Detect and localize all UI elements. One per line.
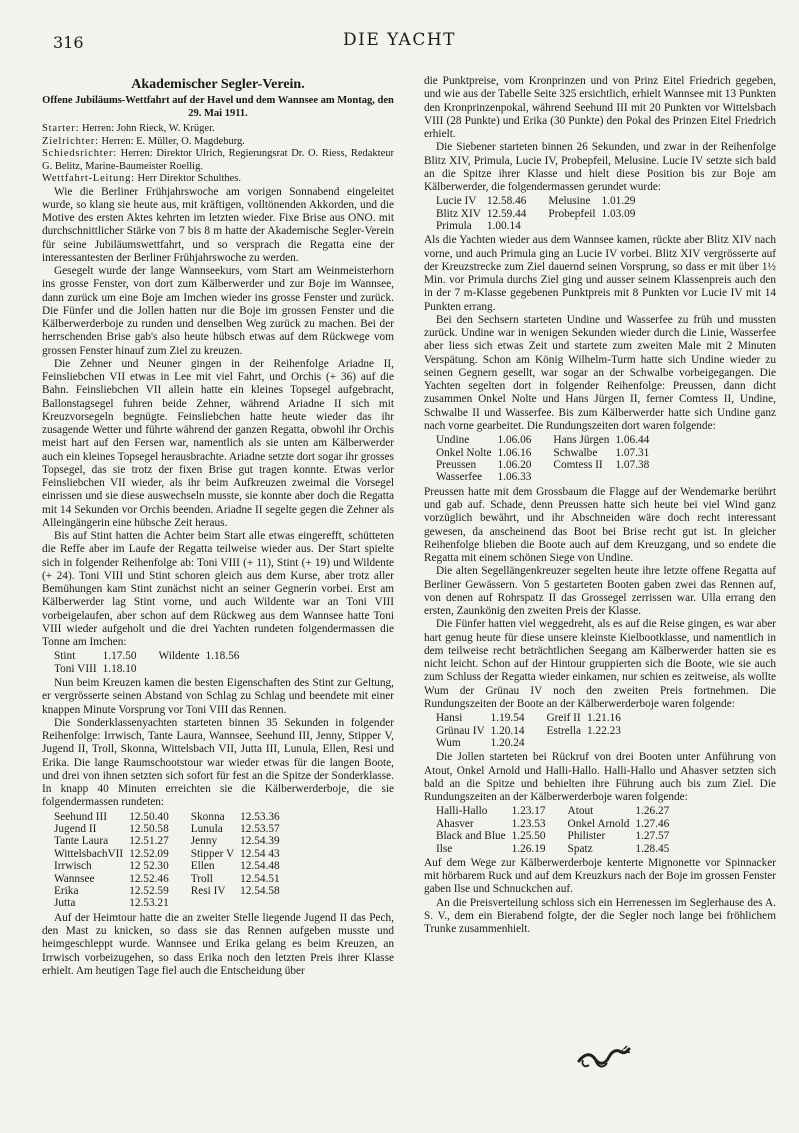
paragraph: Bei den Sechsern starteten Undine und Wasserfee zu früh und mussten zurück. Undine war in wenigen Sekunden wieder durch die Linie, Wasserfee aber liess sich etwas Zeit und startete zum zweiten Male mit 2 Minuten Verspätung. Schon am König Wilhelm-Turm hatte sich Undine wieder zu seinen Gegnern gesellt, war sogar an der Schwalbe vorbeigegangen. Die Yachten segelten dort in folgender Reihenfolge: Preussen, dann dicht zusammen Onkel Nolte und Hans Jürgen II, ferner Comtess II, Undine, Schwalbe II und Wasserfee. Bis zum Kälberwerder hatte sich Undine ganz nach vorne gearbeitet. Die Rundungszeiten dort waren folgende: (424, 313, 776, 432)
table-cell: Skonna (190, 810, 225, 823)
table-row (436, 208, 641, 220)
paragraph: Die Siebener starteten binnen 26 Sekunden, und zwar in der Reihenfolge Blitz XIV, Primula, Lucie IV, Probepfeil, Melusine. Lucie IV setzte sich bald an die Spitze ihrer Klasse und hielt diese Position bis zur Boje am Kälberwerder, die folgendermassen gerundet wurde: (424, 141, 776, 193)
table-cell: Erika (54, 885, 79, 897)
official-names: Herren: Direktor Ulrich, Regierungsrat Dr. O. Riess, Redakteur G. Belitz, Marine-Baumeister Roellig. (42, 148, 394, 172)
officials-list (42, 123, 394, 186)
table-cell: 1.28.45 (635, 842, 670, 855)
table-cell: Melusine (548, 195, 591, 208)
table-row (54, 650, 245, 662)
table-cell (587, 737, 627, 749)
right-text-5 (424, 857, 776, 937)
paragraph: Die Jollen starteten bei Rückruf von drei Booten unter Anführung von Atout, Onkel Arnold und Halli-Hallo. Halli-Hallo und Ahasver setzten sich bald an die Spitze und behielten ihre Führung auch bis zum Ziel. Die Rundungszeiten an der Kälberwerderboje waren folgende: (424, 751, 776, 804)
table-cell: 12.52.59 (129, 885, 169, 897)
table-row (436, 712, 627, 724)
table-cell: Primula (436, 220, 472, 233)
official-role: Wettfahrt-Leitung: (42, 173, 135, 184)
results-table-fuenfer (436, 712, 627, 749)
table-row (436, 195, 641, 207)
table-cell: Hans Jürgen (553, 434, 610, 447)
official-entry (26, 173, 394, 186)
table-row (436, 830, 675, 842)
table-cell: Wildente (158, 650, 200, 663)
official-names: Herren: E. Müller, O. Magdeburg. (98, 135, 245, 147)
table-cell: Atout (567, 805, 594, 818)
table-row (54, 811, 286, 823)
table-cell: 12.51.27 (129, 835, 169, 848)
paragraph: Nun beim Kreuzen kamen die besten Eigenschaften des Stint zur Geltung, er vergrösserte seinen Abstand von Schlag zu Schlag und beendete mit einer knappen Minute Vorsprung vor Toni VIII das Rennen. (42, 677, 394, 716)
right-column (424, 75, 776, 936)
table-row (436, 725, 627, 737)
table-cell: 12.50.40 (129, 810, 169, 823)
table-cell (553, 471, 615, 483)
table-cell: Greif II (546, 712, 581, 725)
official-role: Starter: (42, 123, 80, 134)
table-cell: Irrwisch (54, 860, 92, 873)
table-cell: 1.26.19 (511, 842, 546, 855)
table-cell: Grünau IV (436, 724, 485, 737)
running-title: DIE YACHT (342, 30, 456, 50)
right-text-2 (424, 234, 776, 433)
official-role: Zielrichter: (42, 135, 99, 147)
official-entry (26, 136, 394, 149)
official-names: Herren: John Rieck, W. Krüger. (79, 123, 215, 134)
table-row (436, 459, 655, 471)
results-table-siebener (436, 195, 641, 232)
table-cell: Lucie IV (436, 195, 477, 208)
table-cell: 1.18.56 (205, 650, 240, 663)
table-cell: Jenny (190, 835, 218, 848)
table-cell: 12 52.30 (129, 860, 169, 873)
table-cell: Onkel Nolte (436, 446, 492, 459)
table-cell: Estrella (546, 724, 582, 737)
paragraph: Auf dem Wege zur Kälberwerderboje kenterte Mignonette vor Spinnacker mit hörbarem Ruck und auf dem Kreuzkurs nach der Boje im grossen Fenster gaben Ilse und Schnuckchen auf. (424, 856, 776, 896)
left-text-2 (42, 677, 394, 810)
table-cell: Lunula (190, 822, 223, 835)
article-title: Akademischer Segler-Verein. (131, 77, 305, 92)
table-cell (205, 663, 245, 675)
table-cell: 1.01.29 (601, 195, 636, 208)
paragraph: Die alten Segellängenkreuzer segelten heute ihre letzte offene Regatta auf Berliner Gewässern. Von 5 gestarteten Booten gaben zwei das Rennen auf, von denen auf Rohrspatz II das Grossegel zerrissen war. Ulla errang den ersten, Zaunkönig den zweiten Preis der Klasse. (424, 565, 776, 618)
table-cell: 12.54.48 (240, 860, 280, 873)
table-row (436, 818, 675, 830)
table-cell: Blitz XIV (436, 207, 481, 220)
paragraph: die Punktpreise, vom Kronprinzen und von Prinz Eitel Friedrich gegeben, und wie aus der Tabelle Seite 325 ersichtlich, erhielt Wannsee mit 13 Punkten den Kronprinzenpokal, während Seehund III mit 20 Punkten vor Wittelsbach VIII (28 Punkte) und Erika (30 Punkte) den Pokal des Prinzen Eitel Friedrich erhielt. (424, 75, 776, 140)
table-cell: 1.06.44 (615, 434, 650, 447)
table-cell: Toni VIII (54, 662, 97, 675)
table-row (436, 843, 675, 855)
table-cell: Jutta (54, 897, 76, 910)
table-cell: 1.17.50 (102, 650, 137, 663)
table-cell: 12.52.09 (129, 847, 169, 860)
table-cell: Stint (54, 650, 76, 663)
article-subtitle: Offene Jubiläums-Wettfahrt auf der Havel und dem Wannsee am Montag, den 29. Mai 1911. (42, 95, 394, 119)
table-cell: 1.25.50 (511, 830, 546, 843)
table-cell: Stipper V (190, 847, 235, 860)
table-cell: 12.54.58 (240, 885, 280, 897)
table-cell: 12.52.46 (129, 872, 169, 885)
left-text-3 (42, 912, 394, 978)
table-cell: Onkel Arnold (567, 817, 630, 830)
paragraph: Als die Yachten wieder aus dem Wannsee kamen, rückte aber Blitz XIV nach vorne, und auch Primula ging an Lucie IV vorbei. Blitz XIV vergrösserte auf der Kreuzstrecke zum Ziel dauernd seinen Vorsprung, so dass er mit über 1½ Min. vor Primula durchs Ziel ging und ausser seinem Klassenpreis auch den in der 7 m-Klasse gegebenen Punktpreis mit 8 Punkten vor Lucie IV mit 14 Punkten errang. (424, 234, 776, 313)
table-row (436, 447, 655, 459)
table-cell: Wasserfee (436, 471, 483, 484)
table-cell: Preussen (436, 459, 477, 472)
table-cell: Seehund III (54, 810, 108, 823)
table-cell: 12.58.46 (486, 195, 527, 208)
table-row (436, 737, 627, 749)
table-cell: 12.53.57 (240, 822, 280, 835)
table-row (436, 471, 655, 483)
official-names: Herr Direktor Schulthes. (134, 173, 241, 184)
table-cell: Tante Laura (54, 835, 109, 848)
right-text-4 (424, 751, 776, 804)
table-cell: Ilse (436, 842, 453, 855)
table-row (436, 434, 655, 446)
table-cell (547, 737, 588, 749)
table-cell: 1.19.54 (490, 712, 525, 725)
table-cell: 12.54 43 (240, 847, 280, 860)
table-cell: Halli-Hallo (436, 805, 488, 818)
table-cell: 1.07.31 (615, 446, 650, 459)
paragraph: Gesegelt wurde der lange Wannseekurs, vom Start am Weinmeisterhorn ins grosse Fenster, von dort zum Kälberwerder und zur Boje im Wannsee, dann zurück um eine Boje am Imchen wieder ins grosse Fenster und zurück. Die Fünfer und die Jollen hatten nur die Boje im grossen Fenster und die Kälberwerderboje zu runden und denselben Weg zurück zu machen. Bei der herrschenden Brise gab's also heute hübsch etwas auf dem Rückwege vom grossen Fenster hinauf zum Ziel zu kreuzen. (42, 265, 394, 357)
results-table-achter (54, 650, 245, 675)
table-cell: Resi IV (190, 885, 226, 897)
table-row (54, 860, 286, 872)
table-cell: 12.54.51 (240, 872, 280, 885)
table-cell: Spatz (567, 842, 593, 855)
paragraph: Bis auf Stint hatten die Achter beim Start alle etwas eingerefft, schütteten die Reffe aber im Laufe der Regatta teilweise wieder aus. Der Start spielte sich in folgender Reihenfolge ab: Toni VIII (+ 11), Stint (+ 19) und Wildente (+ 24). Toni VIII und Stint schoren gleich aus dem Kurse, aber trotz aller Bemühungen kam Stint zunächst nicht an seiner Gegnerin vorbei. Erst am Kälberwerder lag Stint vorne, und auch Wildente war an Toni VIII vorbeigelaufen, aber schon auf dem Rückweg aus dem Wannsee hatte Toni VIII wieder aufgeholt und die drei Yachten rundeten folgendermassen die Tonne am Imchen: (42, 530, 394, 648)
table-cell (159, 663, 206, 675)
table-cell (615, 471, 655, 483)
table-row (54, 848, 286, 860)
paragraph: Die Fünfer hatten viel weggedreht, als es auf die Reise gingen, es war aber hart genug heute für diese unsere kleinste Kielbootklasse, und namentlich in dem teilweise recht beträchtlichen Seegang am Kälberwerder hatten sie es nicht leicht. Schon auf der Hintour gruppierten sich die Boote, wie sie auch zum Schluss der Regatta wieder einkamen, nur schien es zeitweise, als wollte Wum der Grünau IV noch den zweiten Preis fortnehmen. Die Rundungszeiten der Boote an der Kälberwerderboje waren folgende: (424, 618, 776, 710)
table-cell (548, 220, 601, 232)
table-cell: 12.53.21 (129, 897, 169, 910)
table-cell: 1.07.38 (615, 459, 650, 472)
results-table-sonderklasse (54, 811, 286, 910)
table-row (54, 823, 286, 835)
table-cell: 1.23.53 (511, 817, 546, 830)
table-cell: 1.00.14 (486, 220, 521, 233)
left-column (42, 66, 394, 978)
table-row (436, 805, 675, 817)
table-cell: 1.18.10 (102, 662, 137, 675)
table-cell: 1.23.17 (511, 805, 546, 818)
table-cell: Ellen (190, 860, 215, 873)
results-table-jollen (436, 805, 675, 855)
table-cell: 12.53.36 (240, 810, 280, 823)
table-row (54, 873, 286, 885)
table-cell: 1.20.14 (490, 724, 525, 737)
table-cell: Jugend II (54, 822, 97, 835)
table-row (54, 663, 245, 675)
table-cell: 12.54.39 (240, 835, 280, 848)
table-cell: 1.03.09 (601, 207, 636, 220)
table-cell: Schwalbe (553, 446, 598, 459)
table-cell: Wum (436, 736, 461, 749)
paragraph: Auf der Heimtour hatte die an zweiter Stelle liegende Jugend II das Pech, den Mast zu knicken, so dass sie das Rennen aufgeben musste und heimgeschleppt wurde. Wannsee und Erika gelang es beim Kreuzen, an Irrwisch vorbeizugehen, so dass Erika noch den letzten Preis ihrer Klasse erhielt. Am heutigen Tage fiel auch die Entscheidung über (42, 911, 394, 977)
table-cell: Ahasver (436, 817, 474, 830)
table-cell: Troll (190, 872, 213, 885)
table-row (436, 220, 641, 232)
table-row (54, 835, 286, 847)
table-cell (191, 897, 240, 909)
paragraph: Die Sonderklassenyachten starteten binnen 35 Sekunden in folgender Reihenfolge: Irrwisch, Tante Laura, Wannsee, Seehund III, Jenny, Stipper V, Jugend II, Troll, Skonna, Wittelsbach VII, Jutta III, Lunula, Ellen, Resi und Erika. Die lange Raumschootstour war wieder etwas für die langen Boote, und drei von ihnen setzten sich sofort für fest an die Spitze der Sonderklasse. In knapp 40 Minuten erreichten sie die Kälberwerderboje, die sie folgendermassen rundeten: (42, 716, 394, 809)
right-text-3 (424, 486, 776, 711)
page-number: 316 (53, 33, 84, 52)
table-cell: 1.06.20 (497, 459, 532, 472)
table-cell: Probepfeil (548, 207, 596, 220)
table-cell: 1.06.33 (497, 471, 532, 484)
table-cell: 1.22.23 (587, 724, 621, 737)
table-cell: Comtess II (553, 459, 603, 472)
table-cell: 12.59.44 (486, 207, 527, 220)
table-cell: Black and Blue (436, 830, 506, 843)
table-cell: 1.06.16 (497, 446, 532, 459)
sea-serpent-ornament-icon (577, 1043, 633, 1075)
paragraph: Die Zehner und Neuner gingen in der Reihenfolge Ariadne II, Feinsliebchen VII etwas in Lee mit viel Fahrt, und Orchis (+ 36) auf die Bahn. Feinsliebchen VII allein hatte ein kleines Topsegel aufgebracht, Ballonstagsegel fuhren beide Zehner, während Ariadne II sich mit Kreuzvorsegeln begnügte. Feinsliebchen hatte heute wieder das ihr zusagende Wetter und führte während der ganzen Regatta, obwohl ihr Orchis meist hart auf den Fersen war, namentlich als sie unten am Kälberwerder auch ein kleines Topsegel herausbrachte. Ariadne setzte dort sogar ihr grosses Topsegel, das sie trotz der fixen Brise gut tragen konnte. Etwas verlor Feinsliebchen VII wieder, als ihr beim Aufkreuzen zweimal die Vorsegel einrissen und sie diese auswechseln musste, sie konnte aber doch die Regatta mit 14 Sekunden vor Orchis beenden. Ariadne II segelte gegen die Zehner als Alleingängerin eine hübsche Zeit heraus. (42, 357, 394, 529)
table-cell (240, 897, 286, 909)
table-cell: 1.27.46 (635, 817, 670, 830)
table-row (54, 885, 286, 897)
table-row (54, 897, 286, 909)
table-cell: Hansi (436, 712, 463, 725)
table-cell: 1.20.24 (490, 736, 525, 749)
table-cell: 1.27.57 (635, 830, 670, 843)
paragraph: An die Preisverteilung schloss sich ein Herrenessen im Seglerhause des A. S. V., dem ein Bierabend folgte, der die Segler noch lange bei fröhlichem Trunke zusammenhielt. (424, 896, 776, 936)
official-role: Schiedsrichter: (42, 148, 117, 159)
results-table-sechser (436, 434, 655, 484)
right-text-1 (424, 75, 776, 194)
left-text-1 (42, 186, 394, 650)
table-cell: 1.21.16 (587, 712, 621, 725)
table-cell: Wannsee (54, 872, 95, 885)
table-cell: 12.50.58 (129, 822, 169, 835)
table-cell: Philister (567, 830, 606, 843)
table-cell (601, 220, 641, 232)
official-entry (26, 123, 394, 136)
table-cell: 1.06.06 (497, 434, 532, 447)
paragraph: Wie die Berliner Frühjahrswoche am vorigen Sonnabend eingeleitet wurde, so klang sie heute aus, mit kräftigen, volltönenden Akkorden, und die Motive des ersten Aktes kehrten im letzten wieder. Fixe Brise aus ONO. mit durchschnittlicher Stärke von 7 bis 8 m hatte der Akademische Segler-Verein für seine Jubiläumswettfahrt, und so versprach die Regatta eine der interessantesten der Berliner Frühjahrswoche zu werden. (42, 185, 394, 264)
table-cell: WittelsbachVII (54, 847, 124, 860)
paragraph: Preussen hatte mit dem Grossbaum die Flagge auf der Wendemarke berührt und gab auf. Schade, denn Preussen hatte sich heute bei viel Wind ganz vorzüglich bewährt, und ihr Abschneiden wäre doch recht interessant gewesen, da anscheinend das Boot bei Brise recht gut ist. In gleicher Reihenfolge blieben die Boote auch auf dem Kreuzgang, und so endete die Regatta mit einem schönen Siege von Undine. (424, 485, 776, 565)
official-entry (26, 148, 394, 173)
table-cell: 1.26.27 (635, 805, 670, 818)
table-cell: Undine (436, 434, 470, 447)
